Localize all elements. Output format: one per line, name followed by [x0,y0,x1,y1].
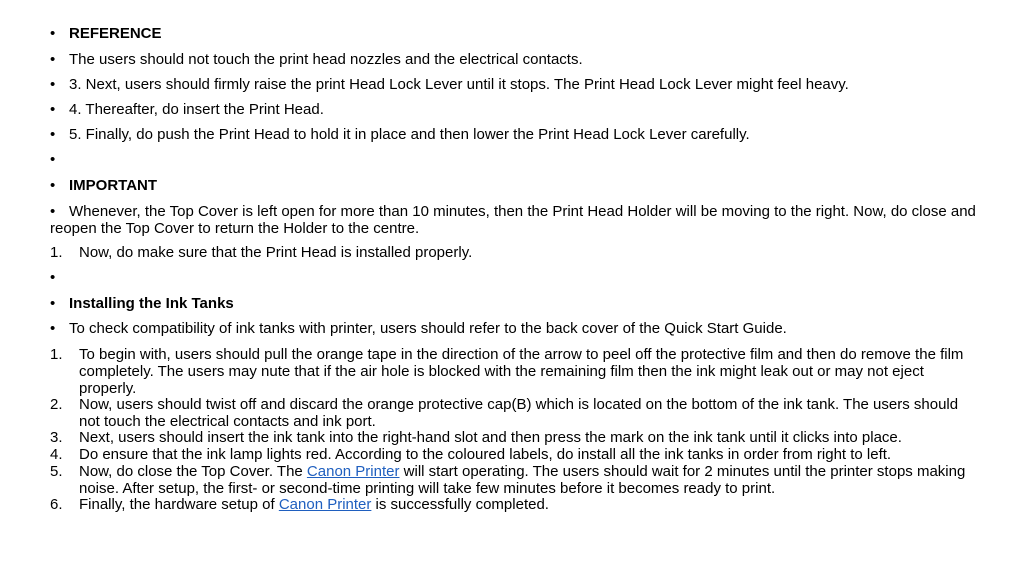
compat-text: To check compatibility of ink tanks with printer, users should refer to the back cover of the Quick Start Guide. [69,320,787,337]
item-text: Now, users should twist off and discard the orange protective cap(B) which is located on the bottom of the ink tank. The users should not touch the electrical contacts and ink port. [79,396,959,430]
step3-text: 3. Next, users should firmly raise the print Head Lock Lever until it stops. The Print Head Lock Lever might feel heavy. [69,76,849,93]
bullet-marker: • [50,177,56,194]
bullet-marker: • [50,269,56,286]
bullet-top-cover-note [50,203,980,237]
item-number: 5. [50,463,63,480]
item-text: Next, users should insert the ink tank into the right-hand slot and then press the mark on the ink tank until it clicks into place. [79,429,902,446]
bullet-marker: • [50,76,56,93]
heading-installing-ink-tanks: Installing the Ink Tanks [69,295,234,312]
item-text: Do ensure that the ink lamp lights red. According to the coloured labels, do install all the ink tanks in order from right to left. [79,446,892,463]
canon-printer-link[interactable]: Canon Printer [278,496,372,513]
bullet-marker: • [50,101,56,118]
item-text: Now, do make sure that the Print Head is installed properly. [79,244,473,261]
heading-important: IMPORTANT [69,177,158,194]
bullet-marker: • [50,295,56,312]
step4-text: 4. Thereafter, do insert the Print Head. [69,101,324,118]
item-text [79,496,979,513]
step6-text-before: Finally, the hardware setup of [79,496,279,513]
top-cover-note-text: Whenever, the Top Cover is left open for more than 10 minutes, then the Print Head Holder will be moving to the right. Now, do close and reopen the Top Cover to return the Holder to the centre. [50,203,976,237]
touch-warning-text: The users should not touch the print head nozzles and the electrical contacts. [69,51,583,68]
step6-text-after: is successfully completed. [371,496,549,513]
item-text: To begin with, users should pull the orange tape in the direction of the arrow to peel off the protective film and then do remove the film completely. The users may nute that if the air hole is blocked with the remaining film then the ink might leak out or may not eject properly. [79,346,964,397]
item-number: 2. [50,396,63,413]
step5-text-after: will start operating. The users should wait for 2 minutes until the printer stops making noise. After setup, the first- or second-time printing will take few minutes before it becomes ready to print. [79,463,966,497]
bullet-marker: • [50,51,56,68]
item-text [79,463,979,497]
bullet-marker: • [50,203,56,220]
item-number: 4. [50,446,63,463]
bullet-marker: • [50,320,56,337]
heading-reference: REFERENCE [69,25,162,42]
canon-printer-link[interactable]: Canon Printer [306,463,400,480]
item-number: 6. [50,496,63,513]
step5-text-before: Now, do close the Top Cover. The [79,463,307,480]
item-number: 3. [50,429,63,446]
item-number: 1. [50,346,63,363]
bullet-marker: • [50,151,56,168]
item-number: 1. [50,244,63,261]
step5-text: 5. Finally, do push the Print Head to hold it in place and then lower the Print Head Lock Lever carefully. [69,126,750,143]
bullet-marker: • [50,25,56,42]
bullet-marker: • [50,126,56,143]
